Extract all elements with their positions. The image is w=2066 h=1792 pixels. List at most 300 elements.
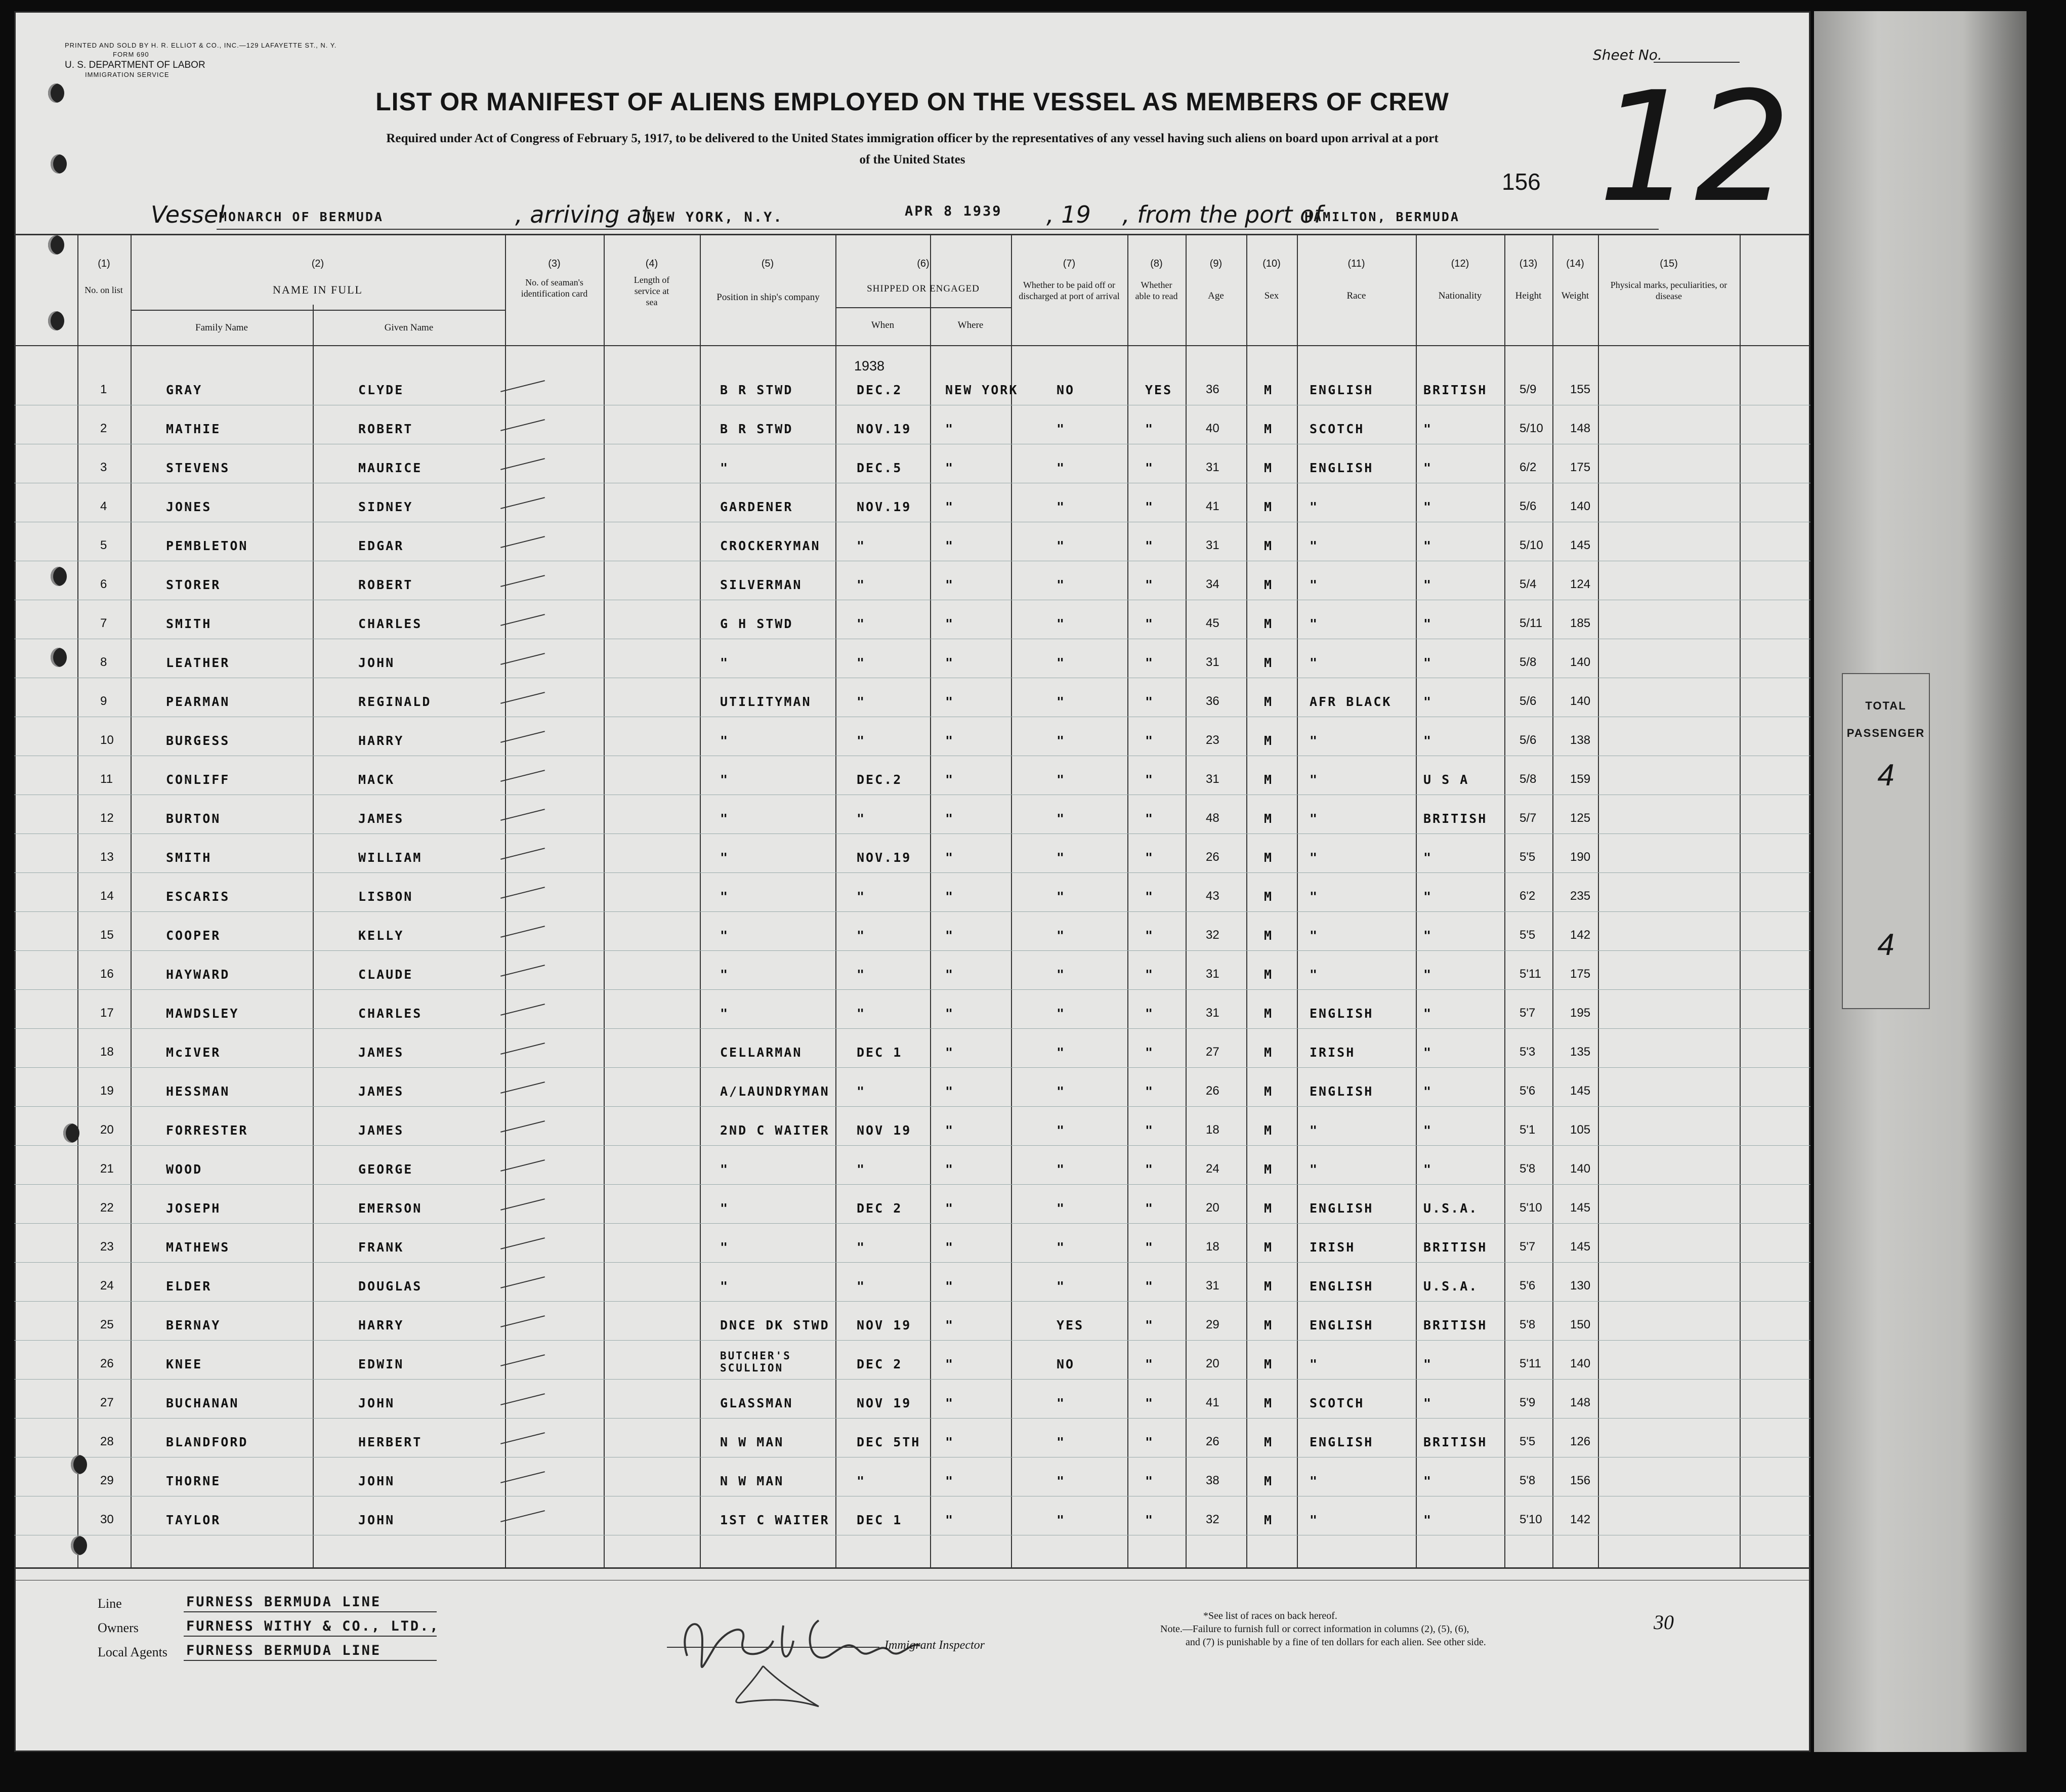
row-rule xyxy=(14,1145,1810,1146)
agents-value: FURNESS BERMUDA LINE xyxy=(186,1643,382,1658)
cell-age: 38 xyxy=(1206,1474,1219,1487)
cell-weight: 142 xyxy=(1570,928,1591,942)
cell-family: SMITH xyxy=(166,850,212,865)
cell-nat: " xyxy=(1423,1474,1433,1488)
manifest-sheet xyxy=(14,11,1810,1752)
cell-where: " xyxy=(945,1240,955,1255)
cell-race: " xyxy=(1310,577,1319,592)
vessel-name: MONARCH OF BERMUDA xyxy=(219,210,384,224)
cell-sex: M xyxy=(1264,1513,1274,1527)
from-port-label: , from the port of xyxy=(1122,201,1323,228)
cell-position: " xyxy=(720,967,730,982)
cell-no: 2 xyxy=(100,422,107,435)
cell-family: BURTON xyxy=(166,811,221,826)
owners-underline xyxy=(184,1636,437,1637)
cell-age: 43 xyxy=(1206,889,1219,903)
cell-sex: M xyxy=(1264,1396,1274,1410)
cell-paid: " xyxy=(1057,967,1066,982)
cell-age: 32 xyxy=(1206,1513,1219,1526)
cell-paid: " xyxy=(1057,1279,1066,1294)
cell-family: BERNAY xyxy=(166,1318,221,1332)
col1-label: No. on list xyxy=(85,285,123,295)
cell-age: 31 xyxy=(1206,461,1219,474)
cell-sex: M xyxy=(1264,1240,1274,1255)
cell-age: 18 xyxy=(1206,1123,1219,1137)
cell-family: HAYWARD xyxy=(166,967,230,982)
cell-position: " xyxy=(720,1201,730,1216)
cell-age: 32 xyxy=(1206,928,1219,942)
cell-no: 9 xyxy=(100,694,107,708)
passenger-tally-tab xyxy=(1842,673,1930,1009)
cell-family: HESSMAN xyxy=(166,1084,230,1099)
cell-weight: 145 xyxy=(1570,1084,1591,1098)
cell-read: " xyxy=(1145,889,1155,904)
cell-where: " xyxy=(945,577,955,592)
table-row xyxy=(14,1506,1810,1541)
cell-when: DEC 1 xyxy=(857,1045,903,1060)
cell-height: 5'7 xyxy=(1520,1006,1536,1020)
cell-family: GRAY xyxy=(166,383,203,397)
cell-where: " xyxy=(945,538,955,553)
card-check-mark xyxy=(500,965,545,977)
card-check-mark xyxy=(500,1004,545,1016)
cell-when: " xyxy=(857,889,866,904)
cell-age: 31 xyxy=(1206,1279,1219,1293)
cell-where: " xyxy=(945,928,955,943)
cell-nat: " xyxy=(1423,1006,1433,1021)
col11-number: (11) xyxy=(1347,258,1365,269)
cell-age: 48 xyxy=(1206,811,1219,825)
cell-no: 7 xyxy=(100,616,107,630)
cell-paid: " xyxy=(1057,655,1066,670)
cell-height: 5/6 xyxy=(1520,499,1537,513)
cell-position: GARDENER xyxy=(720,499,793,514)
card-check-mark xyxy=(500,497,545,509)
cell-when: " xyxy=(857,1240,866,1255)
cell-read: " xyxy=(1145,733,1155,748)
card-check-mark xyxy=(500,1393,545,1405)
card-check-mark xyxy=(500,887,545,899)
cell-family: TAYLOR xyxy=(166,1513,221,1527)
cell-nat: U.S.A. xyxy=(1423,1279,1479,1294)
page-title: LIST OR MANIFEST OF ALIENS EMPLOYED ON THE VESSEL AS MEMBERS OF CREW xyxy=(375,88,1449,116)
cell-race: " xyxy=(1310,655,1319,670)
cell-height: 6/2 xyxy=(1520,461,1537,474)
cell-age: 26 xyxy=(1206,1435,1219,1448)
cell-when: " xyxy=(857,1162,866,1177)
cell-family: THORNE xyxy=(166,1474,221,1488)
card-check-mark xyxy=(500,809,545,821)
shipped-header-rule xyxy=(835,307,1011,308)
row-rule xyxy=(14,950,1810,951)
cell-sex: M xyxy=(1264,422,1274,436)
cell-read: " xyxy=(1145,850,1155,865)
cell-read: " xyxy=(1145,772,1155,787)
from-port: HAMILTON, BERMUDA xyxy=(1304,210,1460,224)
cell-paid: " xyxy=(1057,1435,1066,1449)
cell-nat: " xyxy=(1423,1084,1433,1099)
cell-given: JOHN xyxy=(358,1474,395,1488)
cell-race: " xyxy=(1310,967,1319,982)
cell-position: A/LAUNDRYMAN xyxy=(720,1084,830,1099)
col15-label: Physical marks, peculiarities, or disease xyxy=(1610,280,1727,301)
cell-nat: " xyxy=(1423,655,1433,670)
cell-race: " xyxy=(1310,811,1319,826)
cell-nat: BRITISH xyxy=(1423,1435,1488,1449)
cell-no: 23 xyxy=(100,1240,114,1254)
cell-where: " xyxy=(945,694,955,709)
card-check-mark xyxy=(500,692,545,704)
cell-nat: " xyxy=(1423,733,1433,748)
cell-paid: " xyxy=(1057,1240,1066,1255)
table-row xyxy=(14,1272,1810,1307)
cell-where: " xyxy=(945,1513,955,1527)
cell-height: 6'2 xyxy=(1520,889,1536,903)
col2-number: (2) xyxy=(311,258,324,269)
row-rule xyxy=(14,1223,1810,1224)
cell-weight: 148 xyxy=(1570,1396,1591,1409)
table-row xyxy=(14,1194,1810,1229)
cell-position: " xyxy=(720,811,730,826)
card-check-mark xyxy=(500,536,545,548)
cell-paid: " xyxy=(1057,1162,1066,1177)
card-check-mark xyxy=(500,848,545,860)
row-rule xyxy=(14,872,1810,873)
cell-height: 5'1 xyxy=(1520,1123,1536,1137)
cell-nat: " xyxy=(1423,538,1433,553)
cell-sex: M xyxy=(1264,1084,1274,1099)
cell-read: " xyxy=(1145,1045,1155,1060)
cell-family: FORRESTER xyxy=(166,1123,248,1138)
arriving-label: , arriving at, xyxy=(515,201,658,228)
table-row xyxy=(14,1350,1810,1385)
row-rule xyxy=(14,1340,1810,1341)
cell-given: REGINALD xyxy=(358,694,432,709)
cell-read: " xyxy=(1145,1318,1155,1332)
cell-where: " xyxy=(945,1396,955,1410)
cell-no: 17 xyxy=(100,1006,114,1020)
cell-height: 5/4 xyxy=(1520,577,1537,591)
cell-when: DEC 1 xyxy=(857,1513,903,1527)
cell-nat: " xyxy=(1423,577,1433,592)
cell-given: ROBERT xyxy=(358,422,413,436)
cell-position: CROCKERYMAN xyxy=(720,538,821,553)
cell-family: JONES xyxy=(166,499,212,514)
cell-when: DEC 2 xyxy=(857,1201,903,1216)
cell-no: 25 xyxy=(100,1318,114,1331)
cell-no: 28 xyxy=(100,1435,114,1448)
cell-sex: M xyxy=(1264,928,1274,943)
cell-age: 36 xyxy=(1206,694,1219,708)
cell-paid: " xyxy=(1057,1513,1066,1527)
table-row xyxy=(14,1155,1810,1190)
cell-weight: 185 xyxy=(1570,616,1591,630)
cell-no: 8 xyxy=(100,655,107,669)
col3-label: No. of seaman's identification card xyxy=(521,277,588,299)
cell-given: JOHN xyxy=(358,1396,395,1410)
cell-position: " xyxy=(720,850,730,865)
cell-race: AFR BLACK xyxy=(1310,694,1392,709)
cell-sex: M xyxy=(1264,1162,1274,1177)
card-check-mark xyxy=(500,1159,545,1172)
cell-weight: 142 xyxy=(1570,1513,1591,1526)
cell-age: 36 xyxy=(1206,383,1219,396)
cell-read: " xyxy=(1145,1201,1155,1216)
cell-family: McIVER xyxy=(166,1045,221,1060)
cell-no: 3 xyxy=(100,461,107,474)
cell-height: 5/6 xyxy=(1520,733,1537,747)
cell-height: 5'10 xyxy=(1520,1513,1542,1526)
cell-read: " xyxy=(1145,967,1155,982)
cell-no: 24 xyxy=(100,1279,114,1293)
service-name: IMMIGRATION SERVICE xyxy=(85,71,170,78)
cell-position: CELLARMAN xyxy=(720,1045,803,1060)
vessel-label: Vessel xyxy=(151,201,225,228)
cell-where: " xyxy=(945,655,955,670)
cell-height: 5/8 xyxy=(1520,772,1537,786)
cell-no: 27 xyxy=(100,1396,114,1409)
cell-given: DOUGLAS xyxy=(358,1279,423,1294)
card-check-mark xyxy=(500,1198,545,1211)
cell-position: B R STWD xyxy=(720,383,793,397)
printer-imprint: PRINTED AND SOLD BY H. R. ELLIOT & CO., INC.—129 LAFAYETTE ST., N. Y. xyxy=(65,41,337,49)
cell-paid: " xyxy=(1057,928,1066,943)
table-row xyxy=(14,1116,1810,1151)
cell-race: SCOTCH xyxy=(1310,422,1365,436)
cell-nat: U S A xyxy=(1423,772,1469,787)
cell-no: 30 xyxy=(100,1513,114,1526)
cell-nat: BRITISH xyxy=(1423,811,1488,826)
col7-number: (7) xyxy=(1063,258,1076,269)
cell-when: NOV.19 xyxy=(857,422,912,436)
arriving-port: NEW YORK, N.Y. xyxy=(647,210,783,225)
col8-label: Whether able to read xyxy=(1135,280,1178,301)
table-row xyxy=(14,960,1810,995)
card-check-mark xyxy=(500,1471,545,1483)
cell-given: EDGAR xyxy=(358,538,404,553)
cell-race: " xyxy=(1310,1474,1319,1488)
cell-when: DEC.2 xyxy=(857,772,903,787)
table-row xyxy=(14,921,1810,956)
table-row xyxy=(14,726,1810,762)
binder-hole xyxy=(48,84,64,103)
cell-read: " xyxy=(1145,1474,1155,1488)
cell-sex: M xyxy=(1264,1045,1274,1060)
page-subtitle: Required under Act of Congress of February 5, 1917, to be delivered to the United States immigration officer by the representatives of any vessel having such aliens on board upon arrival at a port xyxy=(386,132,1439,145)
line-underline xyxy=(184,1611,437,1612)
binder-hole xyxy=(51,154,67,174)
cell-height: 5/10 xyxy=(1520,538,1543,552)
card-check-mark xyxy=(500,614,545,626)
cell-position: " xyxy=(720,1006,730,1021)
cell-paid: " xyxy=(1057,850,1066,865)
cell-sex: M xyxy=(1264,616,1274,631)
cell-paid: " xyxy=(1057,422,1066,436)
cell-nat: " xyxy=(1423,461,1433,475)
cell-position: " xyxy=(720,1279,730,1294)
cell-age: 40 xyxy=(1206,422,1219,435)
cell-nat: " xyxy=(1423,1396,1433,1410)
cell-read: " xyxy=(1145,928,1155,943)
col14-label: Weight xyxy=(1561,290,1589,301)
card-check-mark xyxy=(500,380,545,392)
card-check-mark xyxy=(500,1354,545,1366)
cell-race: " xyxy=(1310,1162,1319,1177)
cell-no: 20 xyxy=(100,1123,114,1137)
table-row xyxy=(14,1038,1810,1073)
cell-position: DNCE DK STWD xyxy=(720,1318,830,1332)
page-mark: 30 xyxy=(1654,1611,1674,1634)
cell-height: 5/7 xyxy=(1520,811,1537,825)
cell-race: " xyxy=(1310,1123,1319,1138)
cell-sex: M xyxy=(1264,733,1274,748)
cell-weight: 175 xyxy=(1570,461,1591,474)
cell-given: HERBERT xyxy=(358,1435,423,1449)
col8-number: (8) xyxy=(1150,258,1163,269)
table-header-border xyxy=(14,345,1810,346)
cell-read: YES xyxy=(1145,383,1173,397)
cell-weight: 135 xyxy=(1570,1045,1591,1059)
cell-height: 5'8 xyxy=(1520,1318,1536,1331)
col11-label: Race xyxy=(1346,290,1366,301)
cell-read: " xyxy=(1145,1435,1155,1449)
cell-family: BURGESS xyxy=(166,733,230,748)
cell-weight: 148 xyxy=(1570,422,1591,435)
card-check-mark xyxy=(500,653,545,665)
row-rule xyxy=(14,1379,1810,1380)
cell-race: ENGLISH xyxy=(1310,1435,1374,1449)
cell-given: JAMES xyxy=(358,1084,404,1099)
cell-given: CHARLES xyxy=(358,616,423,631)
cell-when: NOV 19 xyxy=(857,1396,912,1410)
cell-where: " xyxy=(945,422,955,436)
table-row xyxy=(14,609,1810,645)
cell-no: 26 xyxy=(100,1357,114,1370)
cell-race: " xyxy=(1310,928,1319,943)
cell-paid: " xyxy=(1057,1123,1066,1138)
cell-given: LISBON xyxy=(358,889,413,904)
cell-height: 5'5 xyxy=(1520,928,1536,942)
cell-no: 13 xyxy=(100,850,114,864)
cell-nat: " xyxy=(1423,499,1433,514)
cell-age: 18 xyxy=(1206,1240,1219,1254)
table-row xyxy=(14,882,1810,918)
family-name-header: Family Name xyxy=(195,322,248,333)
cell-where: " xyxy=(945,616,955,631)
cell-given: ROBERT xyxy=(358,577,413,592)
cell-position: SILVERMAN xyxy=(720,577,803,592)
cell-race: " xyxy=(1310,616,1319,631)
penalty-note: Note.—Failure to furnish full or correct information in columns (2), (5), (6), xyxy=(1160,1623,1469,1635)
cell-sex: M xyxy=(1264,1006,1274,1021)
cell-nat: " xyxy=(1423,967,1433,982)
cell-where: " xyxy=(945,811,955,826)
cell-age: 31 xyxy=(1206,967,1219,981)
cell-height: 5'7 xyxy=(1520,1240,1536,1254)
agents-label: Local Agents xyxy=(98,1645,167,1659)
col4-label: Length of service at sea xyxy=(634,275,670,307)
cell-height: 5'10 xyxy=(1520,1201,1542,1215)
card-check-mark xyxy=(500,419,545,431)
cell-weight: 140 xyxy=(1570,655,1591,669)
cell-family: JOSEPH xyxy=(166,1201,221,1216)
cell-age: 31 xyxy=(1206,538,1219,552)
cell-read: " xyxy=(1145,422,1155,436)
cell-age: 20 xyxy=(1206,1201,1219,1215)
cell-weight: 155 xyxy=(1570,383,1591,396)
cell-sex: M xyxy=(1264,967,1274,982)
cell-height: 5'9 xyxy=(1520,1396,1536,1409)
cell-nat: " xyxy=(1423,1162,1433,1177)
cell-where: " xyxy=(945,1006,955,1021)
where-header: Where xyxy=(957,320,984,330)
cell-nat: " xyxy=(1423,1045,1433,1060)
col9-label: Age xyxy=(1208,290,1224,301)
cell-read: " xyxy=(1145,1279,1155,1294)
card-check-mark xyxy=(500,1081,545,1094)
col13-label: Height xyxy=(1515,290,1542,301)
cell-given: CLYDE xyxy=(358,383,404,397)
cell-where: " xyxy=(945,850,955,865)
cell-position: BUTCHER'S SCULLION xyxy=(720,1350,791,1374)
cell-paid: " xyxy=(1057,772,1066,787)
cell-race: " xyxy=(1310,1513,1319,1527)
table-row xyxy=(14,1428,1810,1463)
cell-read: " xyxy=(1145,1084,1155,1099)
cell-read: " xyxy=(1145,538,1155,553)
cell-sex: M xyxy=(1264,772,1274,787)
cell-nat: " xyxy=(1423,616,1433,631)
cell-when: " xyxy=(857,694,866,709)
cell-nat: " xyxy=(1423,1123,1433,1138)
cell-race: ENGLISH xyxy=(1310,383,1374,397)
cell-height: 5/8 xyxy=(1520,655,1537,669)
cell-weight: 235 xyxy=(1570,889,1591,903)
cell-nat: " xyxy=(1423,889,1433,904)
cell-when: NOV.19 xyxy=(857,850,912,865)
stamp-number: 156 xyxy=(1502,169,1541,195)
cell-no: 16 xyxy=(100,967,114,981)
col6-number: (6) xyxy=(917,258,930,269)
table-row xyxy=(14,570,1810,606)
cell-where: " xyxy=(945,1084,955,1099)
cell-given: MAURICE xyxy=(358,461,423,475)
races-note: *See list of races on back hereof. xyxy=(1203,1610,1337,1621)
row-rule xyxy=(14,1184,1810,1185)
cell-height: 5'5 xyxy=(1520,1435,1536,1448)
cell-age: 27 xyxy=(1206,1045,1219,1059)
cell-height: 5'3 xyxy=(1520,1045,1536,1059)
cell-weight: 125 xyxy=(1570,811,1591,825)
year-1938-note: 1938 xyxy=(854,358,885,373)
cell-read: " xyxy=(1145,1357,1155,1371)
cell-paid: " xyxy=(1057,1045,1066,1060)
card-check-mark xyxy=(500,770,545,782)
handwritten-sheet-number: 12 xyxy=(1598,59,1791,236)
table-row xyxy=(14,687,1810,723)
cell-paid: " xyxy=(1057,538,1066,553)
binder-hole xyxy=(71,1536,87,1555)
table-row xyxy=(14,1389,1810,1424)
cell-paid: " xyxy=(1057,1006,1066,1021)
binder-hole xyxy=(48,235,64,255)
cell-family: CONLIFF xyxy=(166,772,230,787)
cell-age: 26 xyxy=(1206,1084,1219,1098)
table-row xyxy=(14,492,1810,528)
col9-number: (9) xyxy=(1209,258,1222,269)
cell-family: ELDER xyxy=(166,1279,212,1294)
cell-where: " xyxy=(945,967,955,982)
